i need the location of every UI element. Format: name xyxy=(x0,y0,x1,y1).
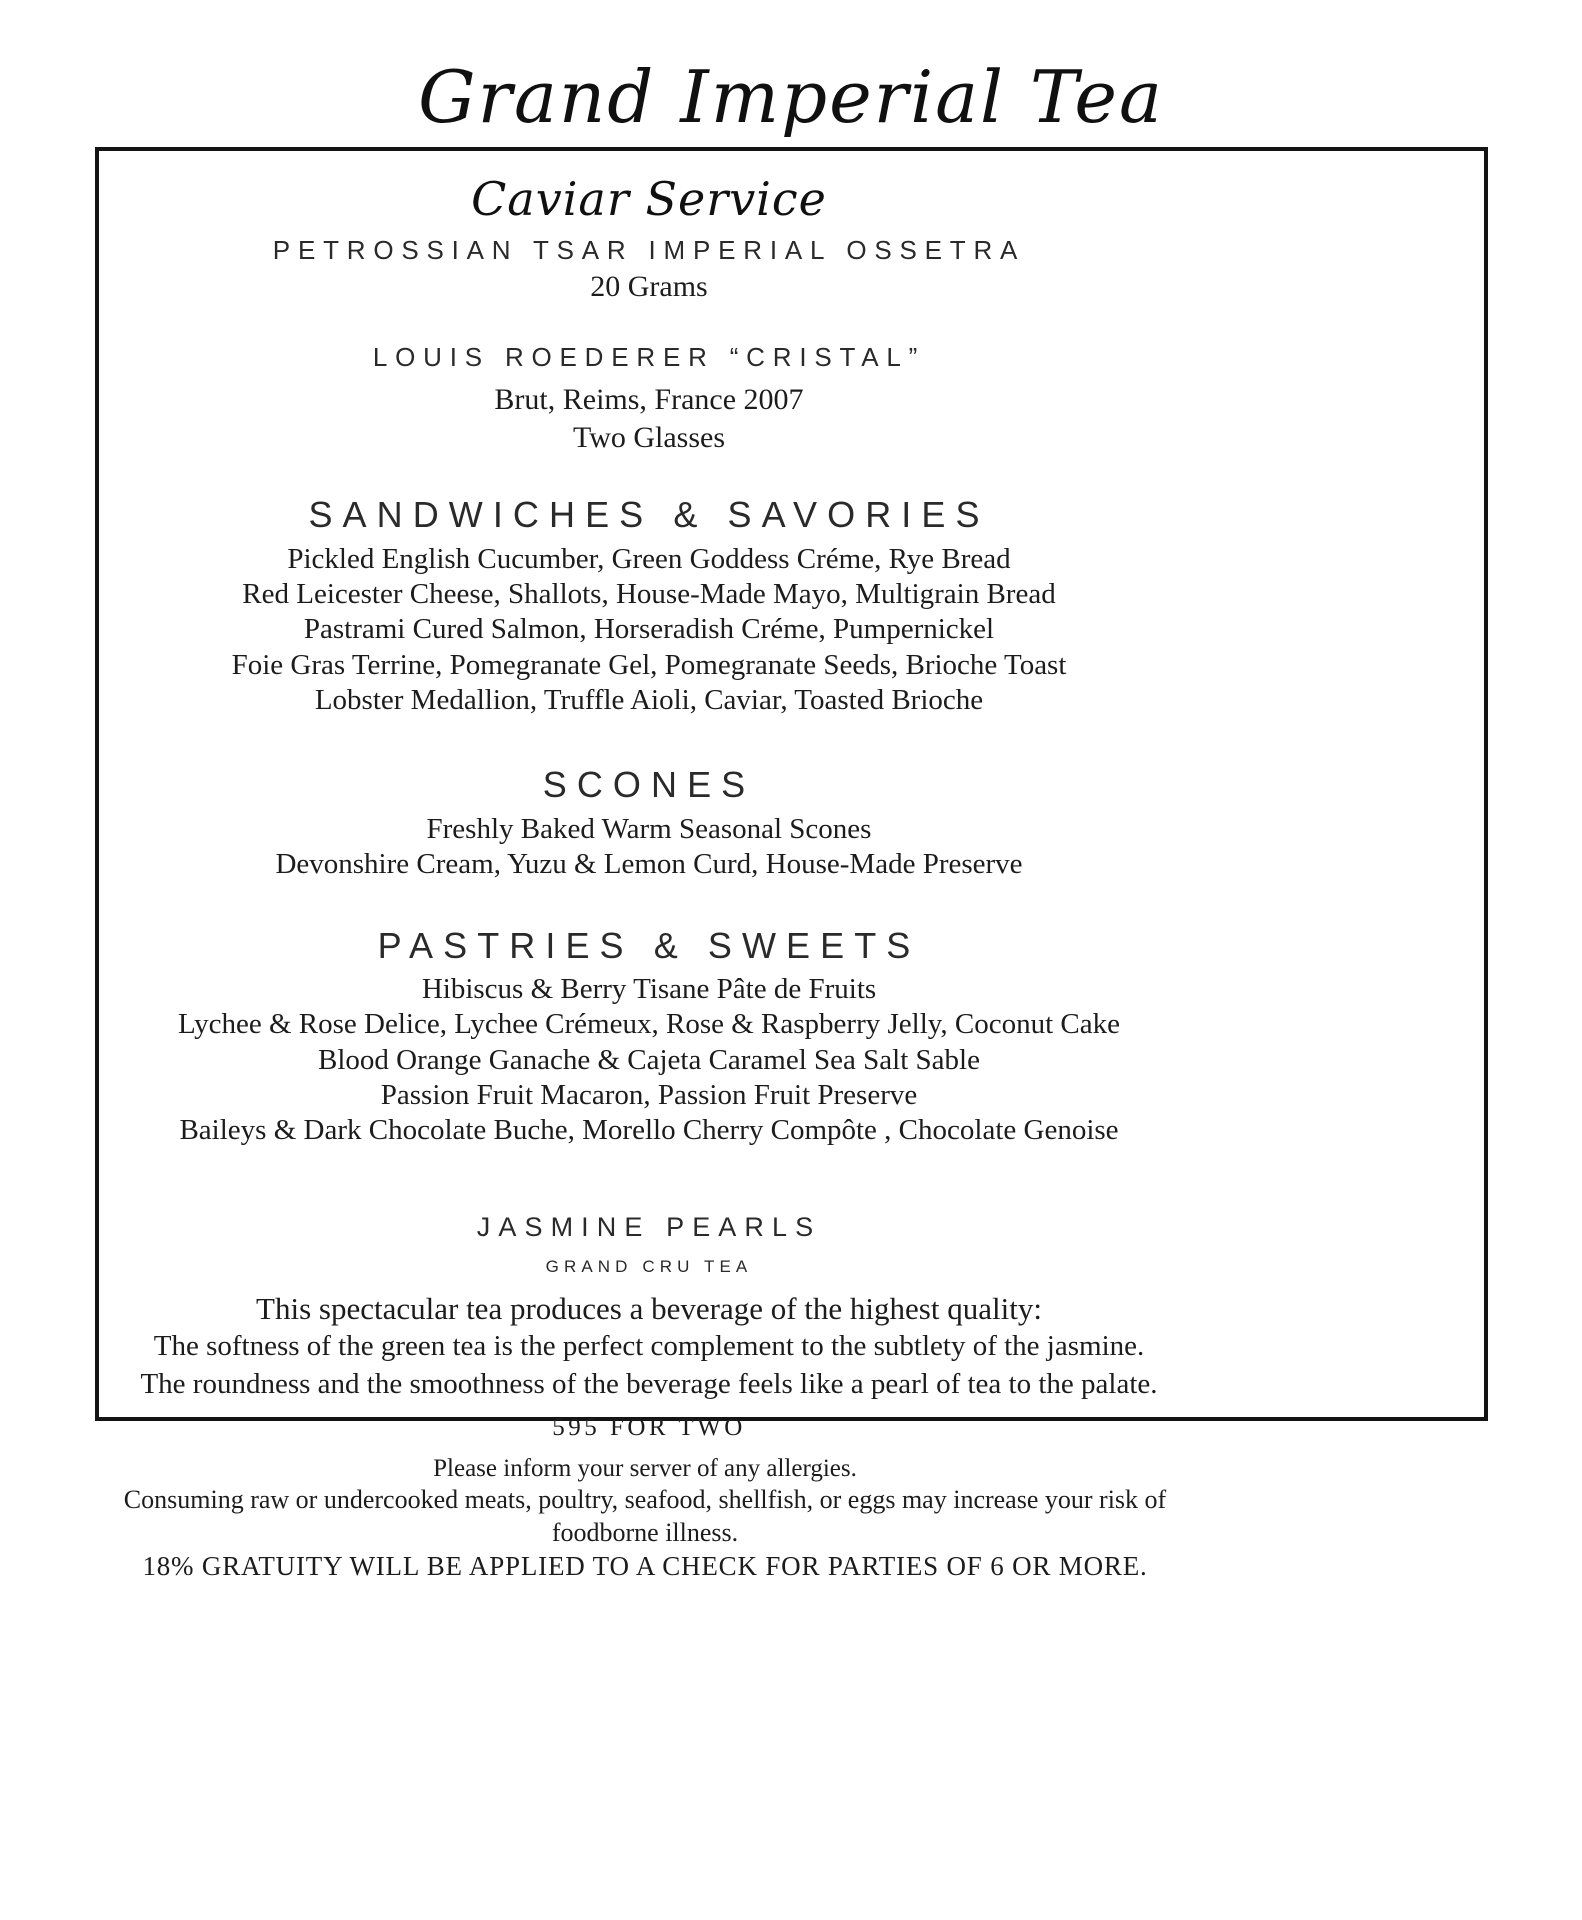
tea-price: 595 FOR TWO xyxy=(552,1413,746,1441)
jasmine-pearls-block xyxy=(99,1211,1199,1442)
footer-warning-note: Consuming raw or undercooked meats, poultry, seafood, shellfish, or eggs may increase your risk of foodborne illness. xyxy=(123,1485,1167,1547)
tea-description-line: This spectacular tea produces a beverage of the highest quality: xyxy=(256,1290,1042,1326)
menu-item: Lychee & Rose Delice, Lychee Crémeux, Rose & Raspberry Jelly, Coconut Cake xyxy=(178,1008,1120,1041)
champagne-block xyxy=(99,341,1199,456)
section-sandwiches-savories xyxy=(99,494,1199,718)
section-pastries-sweets xyxy=(99,925,1199,1149)
menu-item: Hibiscus & Berry Tisane Pâte de Fruits xyxy=(421,972,877,1005)
menu-item: Passion Fruit Macaron, Passion Fruit Preserve xyxy=(380,1079,918,1112)
menu-item: Lobster Medallion, Truffle Aioli, Caviar, Toasted Brioche xyxy=(314,684,984,717)
menu-border-box xyxy=(95,147,1488,1441)
footer-notes xyxy=(95,1453,1195,1584)
menu-item: Blood Orange Ganache & Cajeta Caramel Sea Salt Sable xyxy=(318,1043,980,1076)
caviar-service-heading: Caviar Service xyxy=(471,172,827,227)
section-heading: PASTRIES & SWEETS xyxy=(377,924,921,966)
caviar-amount: 20 Grams xyxy=(590,269,708,303)
caviar-producer: PETROSSIAN TSAR IMPERIAL OSSETRA xyxy=(272,235,1026,266)
section-heading: SANDWICHES & SAVORIES xyxy=(308,494,990,536)
menu-item: Devonshire Cream, Yuzu & Lemon Curd, House-Made Preserve xyxy=(275,848,1023,881)
tea-subheading: GRAND CRU TEA xyxy=(545,1257,753,1277)
caviar-service-block xyxy=(99,173,1199,305)
footer-gratuity-note: 18% GRATUITY WILL BE APPLIED TO A CHECK FOR PARTIES OF 6 OR MORE. xyxy=(142,1551,1148,1582)
menu-item: Pickled English Cucumber, Green Goddess Créme, Rye Bread xyxy=(287,542,1011,575)
menu-content-column xyxy=(99,173,1199,1442)
menu-item: Pastrami Cured Salmon, Horseradish Créme, Pumpernickel xyxy=(303,613,995,646)
menu-item: Baileys & Dark Chocolate Buche, Morello Cherry Compôte , Chocolate Genoise xyxy=(179,1114,1119,1147)
champagne-detail: Brut, Reims, France 2007 xyxy=(494,383,804,417)
tea-description-line: The softness of the green tea is the perfect complement to the subtlety of the jasmine. xyxy=(153,1330,1145,1363)
menu-item: Red Leicester Cheese, Shallots, House-Made Mayo, Multigrain Bread xyxy=(242,577,1056,610)
section-heading: SCONES xyxy=(542,764,756,806)
champagne-serving: Two Glasses xyxy=(572,420,726,454)
menu-title: Grand Imperial Tea xyxy=(418,55,1164,139)
tea-description-line: The roundness and the smoothness of the beverage feels like a pearl of tea to the palate. xyxy=(140,1368,1158,1401)
section-scones xyxy=(99,764,1199,882)
champagne-name: LOUIS ROEDERER “CRISTAL” xyxy=(372,342,926,373)
menu-item: Foie Gras Terrine, Pomegranate Gel, Pomegranate Seeds, Brioche Toast xyxy=(231,648,1067,681)
tea-heading: JASMINE PEARLS xyxy=(476,1211,822,1242)
footer-allergy-note: Please inform your server of any allergies. xyxy=(433,1455,857,1483)
menu-item: Freshly Baked Warm Seasonal Scones xyxy=(426,812,872,845)
